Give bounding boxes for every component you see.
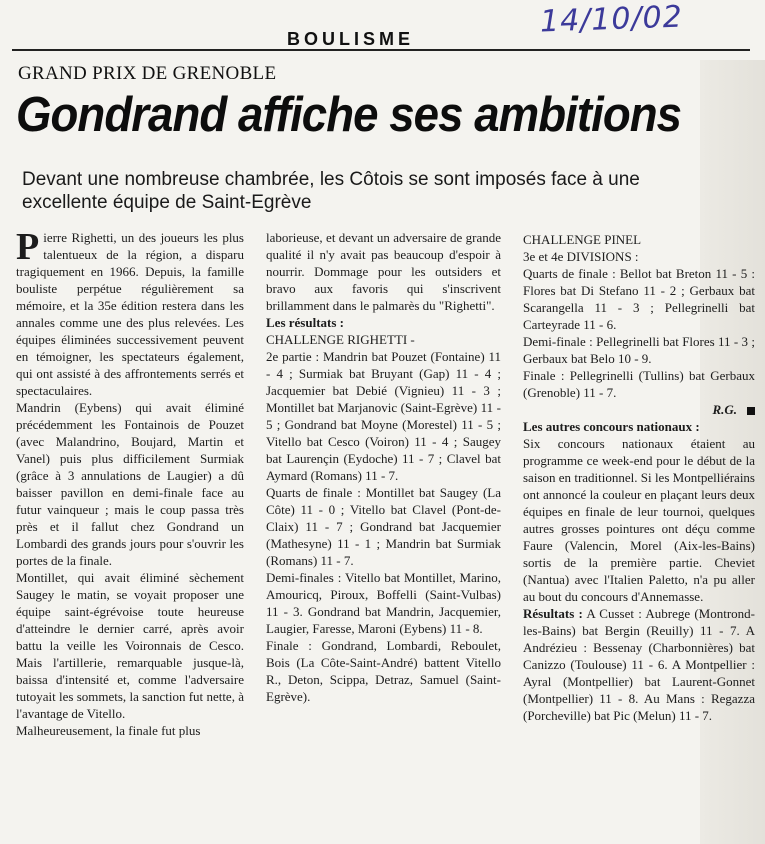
results-paragraph: Quarts de finale : Bellot bat Breton 11 - 5 : Flores bat Di Stefano 11 - 2 ; Gerbaux bat Scarangella 11 - 3 ; Pellegrinelli bat Carteyrade 11 - 6.	[523, 266, 755, 332]
other-contests-heading: Les autres concours nationaux :	[523, 419, 700, 434]
divisions-heading: 3e et 4e DIVISIONS :	[523, 249, 639, 264]
results-paragraph: Quarts de finale : Montillet bat Saugey (La Côte) 11 - 0 ; Vitello bat Clavel (Pont-de-Claix) 11 - 7 ; Gondrand bat Jacquemier (Mathesyne) 11 - 1 ; Mandrin bat Surmiak (Romans) 11 - 7.	[266, 485, 501, 568]
paragraph: Six concours nationaux étaient au programme ce week-end pour le début de la saison en traditionnel. Si les Montpelliérains ont annoncé la couleur en plaçant leurs deux équipes en finale de leur tournoi, quelques autres grosses pointures ont déçu comme Faure (Valencin, Morel (Aix-les-Bains) sortis de la première partie. Cheviet (Nantua) avec l'Italien Paletto, n'a pu aller au bout du concours d'Annemasse.	[523, 436, 755, 604]
results-paragraph: Demi-finales : Vitello bat Montillet, Marino, Amouricq, Piroux, Boffelli (Saint-Vulbas) 11 - 3. Gondrand bat Mandrin, Jacquemier, Laugier, Faresse, Maroni (Eybens) 11 - 8.	[266, 570, 501, 636]
paragraph: Malheureusement, la finale fut plus	[16, 723, 201, 738]
handwritten-date: 14/10/02	[539, 0, 684, 40]
results-paragraph: Finale : Gondrand, Lombardi, Reboulet, Bois (La Côte-Saint-André) battent Vitello R., Deton, Scippa, Detraz, Samuel (Saint-Egrève).	[266, 638, 501, 704]
end-mark-icon	[747, 407, 755, 415]
author-signature	[523, 401, 755, 418]
results-heading: Les résultats :	[266, 315, 344, 330]
challenge-heading: CHALLENGE RIGHETTI -	[266, 332, 415, 347]
results-text: A Cusset : Aubrege (Montrond-les-Bains) bat Bergin (Reuilly) 11 - 7. A Andrézieu : Bessenay (Charbonnières) bat Canizzo (Toulouse) 11 - 6. A Montpellier : Ayral (Montpellier) bat Laurent-Gonnet (Montpellier) 11 - 8. Au Mans : Regazza (Porcheville) bat Pic (Melun) 11 - 7.	[523, 606, 756, 723]
drop-cap: P	[16, 226, 40, 268]
article-standfirst: Devant une nombreuse chambrée, les Côtois se sont imposés face à une excellente équipe de Saint-Egrève	[22, 169, 640, 213]
paragraph: Montillet, qui avait éliminé sèchement Saugey le matin, se voyait proposer une équipe saint-égrévoise toute heureuse d'atteindre le dernier carré, après avoir battu la veille les Voironnais de Cesco. Mais l'artillerie, remarquable jusque-là, baissa d'intensité et, comme l'adversaire tutoyait les sommets, la sanction fut nette, à l'avantage de Vitello.	[16, 570, 244, 721]
paragraph: Mandrin (Eybens) qui avait éliminé précédemment les Fontainois de Pouzet (avec Malandrino, Boujard, Martin et Vanel) puis plus difficilement Surmiak (grâce à 3 annulations de Laugier) a dû baisser pavillon en demi-finale face au futur vainqueur ; mais le coup passa très près et il fallut chez Gondrand un Lombardi des grands jours pour s'ouvrir les portes de la finale.	[16, 400, 244, 568]
paragraph-text: ierre Righetti, un des joueurs les plus talentueux de la région, a disparu tragiquement en 1966. Depuis, la famille bouliste perpétue régulièrement sa mémoire, et la 35e édition restera dans les annales comme une des plus relevées. Les équipes éliminées successivement peuvent en témoigner, les spectateurs également, qui ont assisté à des affrontements serrés et spectaculaires.	[16, 230, 244, 398]
article-kicker: GRAND PRIX DE GRENOBLE	[18, 63, 277, 84]
results-paragraph	[523, 605, 755, 724]
challenge-heading: CHALLENGE PINEL	[523, 232, 642, 247]
article-headline: Gondrand affiche ses ambitions	[16, 88, 682, 142]
lead-paragraph	[16, 226, 244, 399]
article-column-1	[16, 226, 244, 739]
signature-text: R.G.	[712, 402, 737, 417]
results-paragraph: Finale : Pellegrinelli (Tullins) bat Gerbaux (Grenoble) 11 - 7.	[523, 368, 755, 400]
article-column-3	[523, 231, 755, 724]
article-column-2	[266, 229, 501, 705]
results-paragraph: 2e partie : Mandrin bat Pouzet (Fontaine) 11 - 4 ; Surmiak bat Bruyant (Gap) 11 - 4 ; Jacquemier bat Debié (Vignieu) 11 - 3 ; Montillet bat Marjanovic (Saint-Egrève) 11 - 5 ; Gondrand bat Moyne (Morestel) 11 - 5 ; Vitello bat Cesco (Voiron) 11 - 4 ; Saugey bat Laurençin (Eydoche) 11 - 7 ; Clavel bat Aymard (Romans) 11 - 7.	[266, 349, 501, 483]
paragraph: laborieuse, et devant un adversaire de grande qualité il n'y avait pas beaucoup d'espoir à nourrir. Dommage pour les outsiders et bravo aux favoris qui s'inscrivent brillamment dans le palmarès du "Righetti".	[266, 230, 501, 313]
results-label: Résultats :	[523, 606, 583, 621]
results-paragraph: Demi-finale : Pellegrinelli bat Flores 11 - 3 ; Gerbaux bat Belo 10 - 9.	[523, 334, 755, 366]
section-rubric: BOULISME	[287, 29, 415, 49]
